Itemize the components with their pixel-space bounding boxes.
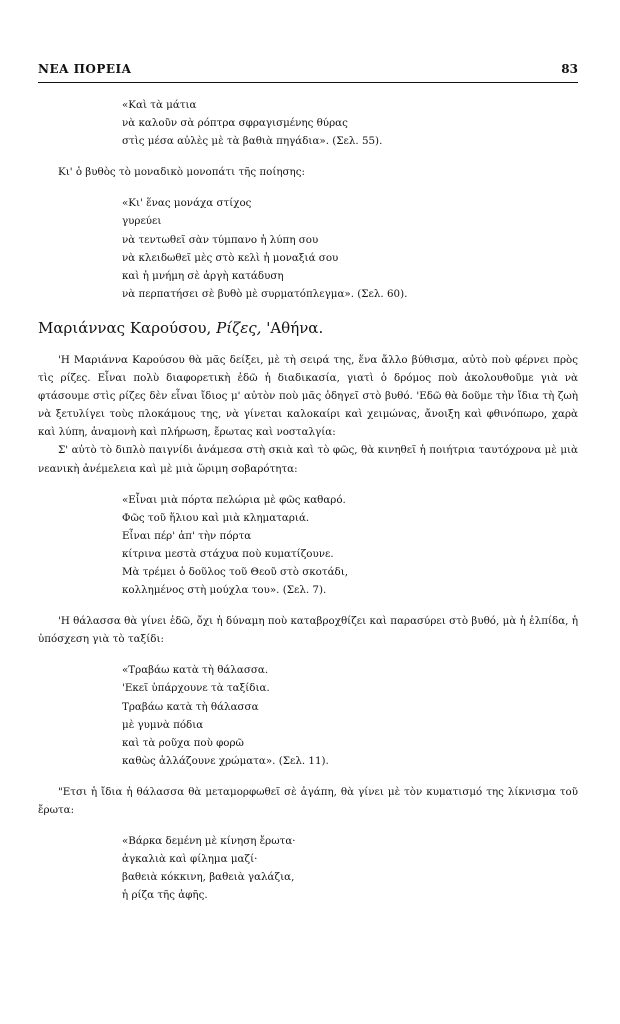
body-paragraph-2: 'Η Μαριάννα Καρούσου θὰ μᾶς δείξει, μὲ τὴ σειρά της, ἕνα ἄλλο βύθισμα, αὐτὸ ποὺ φέρνει πρὸς τὶς ρίζες. Εἶναι πολὺ διαφορετικὴ ἐδῶ ἡ διαδικασία, γιατὶ ὁ δρόμος ποὺ ἀκολουθοῦμε γιὰ νὰ φτάσουμε στὶς ρίζες δὲν εἶναι ἴδιος μ' αὐτὸν ποὺ μᾶς ὁδηγεῖ στὸ βυθό. 'Εδῶ θὰ δοῦμε τὴν ἴδια τὴ ζωὴ νὰ ξετυλίγει τοὺς πλοκάμους της, νὰ γίνεται καλοκαίρι καὶ χειμώνας, ἄνοιξη καὶ φθινόπωρο, χαρὰ καὶ λύπη, ἀναμονὴ καὶ πλήρωση, ἔρωτας καὶ νοσταλγία: <box>38 353 578 439</box>
poem-quote-5 <box>38 832 578 904</box>
poem-line: Μὰ τρέμει ὁ δοῦλος τοῦ Θεοῦ στὸ σκοτάδι, <box>122 565 349 578</box>
heading-author: Μαριάννας Καρούσου, <box>38 318 212 337</box>
heading-book-title: Ρίζες, <box>216 318 262 337</box>
poem-line: νὰ καλοῦν σὰ ρόπτρα σφραγισμένης θύρας <box>122 117 348 130</box>
poem-line: γυρεύει <box>122 215 162 228</box>
poem-line: στὶς μέσα αὐλὲς μὲ τὰ βαθιὰ πηγάδια». (Σελ. 55). <box>122 135 383 148</box>
page-number: 83 <box>561 62 578 76</box>
body-paragraph-1: Κι' ὁ βυθὸς τὸ μοναδικὸ μονοπάτι τῆς ποίησης: <box>58 166 305 179</box>
poem-line: καὶ τὰ ροῦχα ποὺ φορῶ <box>122 736 244 749</box>
poem-line: «Κι' ἕνας μονάχα στίχος <box>122 197 252 210</box>
poem-line: κολλημένος στὴ μούχλα του». (Σελ. 7). <box>122 584 327 597</box>
body-paragraph-3: Σ' αὐτὸ τὸ διπλὸ παιγνίδι ἀνάμεσα στὴ σκιὰ καὶ τὸ φῶς, θὰ κινηθεῖ ἡ ποιήτρια ταυτόχρονα μὲ μιὰ νεανικὴ ἀνέμελεια καὶ μὲ μιὰ ὥριμη σοβαρότητα: <box>38 444 578 475</box>
poem-line: ἀγκαλιὰ καὶ φίλημα μαζί· <box>122 853 258 866</box>
poem-line: νὰ τεντωθεῖ σὰν τύμπανο ἡ λύπη σου <box>122 233 319 246</box>
poem-line: «Καὶ τὰ μάτια <box>122 99 197 111</box>
poem-quote-3 <box>38 491 578 600</box>
poem-quote-4 <box>38 661 578 770</box>
poem-line: «Τραβάω κατὰ τὴ θάλασσα. <box>122 664 269 677</box>
body-paragraph-4: 'Η θάλασσα θὰ γίνει ἐδῶ, ὄχι ἡ δύναμη ποὺ καταβροχθίζει καὶ παρασύρει στὸ βυθό, μὰ ἡ ἐλπίδα, ἡ ὑπόσχεση γιὰ τὸ ταξίδι: <box>38 615 578 646</box>
poem-quote-1 <box>38 96 578 150</box>
poem-line: καθὼς ἀλλάζουνε χρώματα». (Σελ. 11). <box>122 754 329 767</box>
poem-line: βαθειὰ κόκκινη, βαθειὰ γαλάζια, <box>122 871 295 884</box>
poem-line: «Βάρκα δεμένη μὲ κίνηση ἔρωτα· <box>122 835 296 848</box>
poem-line: 'Εκεῖ ὑπάρχουνε τὰ ταξίδια. <box>122 682 270 695</box>
poem-quote-2 <box>38 194 578 303</box>
poem-line: νὰ κλειδωθεῖ μὲς στὸ κελὶ ἡ μοναξιά σου <box>122 251 339 264</box>
poem-line: κίτρινα μεστὰ στάχυα ποὺ κυματίζουνε. <box>122 547 334 560</box>
running-title: ΝΕΑ ΠΟΡΕΙΑ <box>38 62 132 76</box>
poem-line: Τραβάω κατὰ τὴ θάλασσα <box>122 700 259 713</box>
body-paragraph-5: "Ετσι ἡ ἴδια ἡ θάλασσα θὰ μεταμορφωθεῖ σὲ ἀγάπη, θὰ γίνει μὲ τὸν κυματισμό της λίκνισμα τοῦ ἔρωτα: <box>38 785 578 816</box>
poem-line: νὰ περπατήσει σὲ βυθὸ μὲ συρματόπλεγμα». (Σελ. 60). <box>122 287 408 300</box>
heading-city: 'Αθήνα. <box>266 318 324 337</box>
poem-line: ἡ ρίζα τῆς ἀφῆς. <box>122 889 208 902</box>
poem-line: καὶ ἡ μνήμη σὲ ἀργὴ κατάδυση <box>122 269 284 282</box>
poem-line: Φῶς τοῦ ἥλιου καὶ μιὰ κληματαριά. <box>122 511 310 524</box>
poem-line: «Εἶναι μιὰ πόρτα πελώρια μὲ φῶς καθαρό. <box>122 493 346 506</box>
page-header <box>38 60 578 83</box>
poem-line: Εἶναι πέρ' ἀπ' τὴν πόρτα <box>122 529 252 542</box>
page-body <box>38 96 578 904</box>
poem-line: μὲ γυμνὰ πόδια <box>122 718 204 731</box>
section-heading <box>38 317 578 339</box>
